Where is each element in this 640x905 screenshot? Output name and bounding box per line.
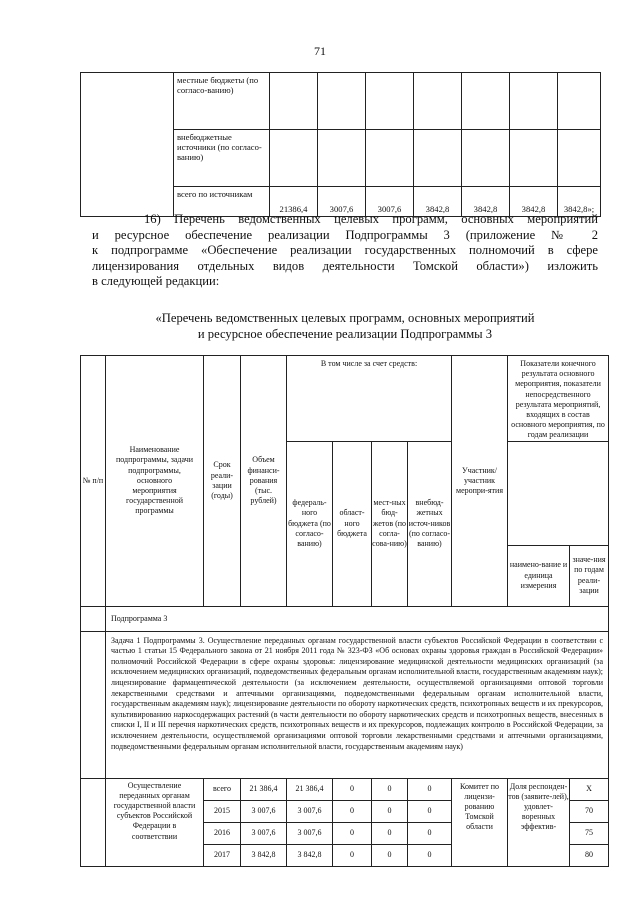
row-label: всего по источникам (174, 187, 270, 217)
value-cell: 3007,6 (366, 187, 414, 217)
subprogram-row (81, 606, 609, 631)
row-label: местные бюджеты (по согласо-ванию) (174, 73, 270, 130)
col-volume-header: Объем финанси-рования (тыс. рублей) (241, 356, 287, 607)
col-num-header: № п/п (81, 356, 106, 607)
col-indicator-value-header: значе-ния по годам реали-зации (570, 545, 609, 606)
page-number: 71 (314, 44, 326, 58)
col-federal-header: федераль-ного бюджета (по согласо-ванию) (287, 441, 333, 606)
amendment-paragraph (92, 212, 598, 290)
empty-cell (81, 73, 174, 217)
col-extra-header: внебюд-жетных источ-ников (по согласо-ванию) (408, 441, 452, 606)
col-regional-header: област-ного бюджета (333, 441, 372, 606)
funding-sources-table (80, 72, 601, 217)
table-row: 2016 3 007,6 3 007,6 0 0 0 75 (81, 822, 609, 844)
task-row (81, 631, 609, 778)
header-row (81, 356, 609, 442)
col-indicators-header: Показатели конечного результата основного мероприятия, показатели непосредственного результата мероприятий, входящих в состав основного мероприятия, по годам реализации (508, 356, 609, 442)
value-cell: 3842,8 (510, 187, 558, 217)
col-indicator-name-header: наимено-вание и единица измерения (508, 545, 570, 606)
paragraph-line: 16) Перечень ведомственных целевых программ, основных мероприятий (144, 212, 598, 226)
col-participant-header: Участник/ участник меропри-ятия (452, 356, 508, 607)
indicator-name: Доля респонден-тов (заявите-лей), удовлет-воренных эффектив- (508, 778, 570, 866)
task-description: Задача 1 Подпрограммы 3. Осуществление переданных органам государственной власти субъектов Российской Федерации в соответствии с частью 1 статьи 15 Федерального закона от 21 ноября 2011 года № 323-ФЗ «Об основах охраны здоровья граждан в Российской Федерации» полномочий Российской Федерации в сфере охраны здоровья: лицензирование медицинской деятельности медицинских организаций (за исключением медицинских организаций, подведомственных федеральным органам исполнительной власти, государственным академиям наук); лицензирование фармацевтической деятельности (за исключением деятельности, осуществляемой организациями оптовой торговли лекарственными средствами и аптечными организациями, подведомственными федеральным органам исполнительной власти, государственным академиям наук); лицензирование деятельности по обороту наркотических средств, психотропных веществ и их прекурсоров, культивированию наркосодержащих растений (в части деятельности по обороту наркотических средств и психотропных веществ, внесенных в списки I, II и III перечня наркотических средств, психотропных веществ и их прекурсоров, подлежащих контролю в Российской Федерации, за исключением деятельности, осуществляемой организациями оптовой торговли лекарственными средствами и аптечными организациями, подведомственными федеральным органам исполнительной власти, государственным академиям наук) (106, 631, 609, 778)
col-local-header: мест-ных бюд-жетов (по согла-сова-нию) (372, 441, 408, 606)
empty-cell (81, 606, 106, 631)
paragraph-line: в следующей редакции: (92, 274, 220, 288)
subprogram-title: Подпрограмма 3 (106, 606, 609, 631)
value-cell: 3007,6 (318, 187, 366, 217)
value-cell: 21386,4 (270, 187, 318, 217)
value-cell: 3842,8 (462, 187, 510, 217)
col-name-header: Наименование подпрограммы, задачи подпрограммы, основного мероприятия государственной программы (106, 356, 204, 607)
table-title: «Перечень ведомственных целевых программ, основных мероприятий и ресурсное обеспечение реализации Подпрограммы 3 (155, 311, 535, 341)
row-label: внебюджетные источники (по согласо-ванию) (174, 130, 270, 187)
table-row: 2017 3 842,8 3 842,8 0 0 0 80 (81, 844, 609, 866)
table-row: Осуществление переданных органам государственной власти субъектов Российской Федерации в соответствии всего 21 386,4 21 386,4 0 0 0 Комитет по лицензи-рованию Томской области Доля респонден-тов (заявите-лей), удовлет-воренных эффектив- Х (81, 778, 609, 800)
activity-name: Осуществление переданных органам государственной власти субъектов Российской Федерации в соответствии (106, 778, 204, 866)
col-term-header: Срок реали-зации (годы) (204, 356, 241, 607)
activities-table (80, 355, 609, 867)
spacer-cell (508, 441, 609, 545)
paragraph-line: лицензирования отдельных видов деятельности Томской области») изложить (92, 258, 598, 273)
value-cell: 3842,8»; (558, 187, 601, 217)
empty-cell (81, 631, 106, 778)
empty-cell (81, 778, 106, 866)
paragraph-line: и ресурсное обеспечение реализации Подпрограммы 3 (приложение № 2 (92, 227, 598, 242)
paragraph-line: к подпрограмме «Обеспечение реализации государственных полномочий в сфере (92, 243, 598, 257)
col-sources-header: В том числе за счет средств: (287, 356, 452, 442)
table-row: 2015 3 007,6 3 007,6 0 0 0 70 (81, 800, 609, 822)
activity-participant: Комитет по лицензи-рованию Томской области (452, 778, 508, 866)
value-cell: 3842,8 (414, 187, 462, 217)
table-row (81, 73, 601, 130)
